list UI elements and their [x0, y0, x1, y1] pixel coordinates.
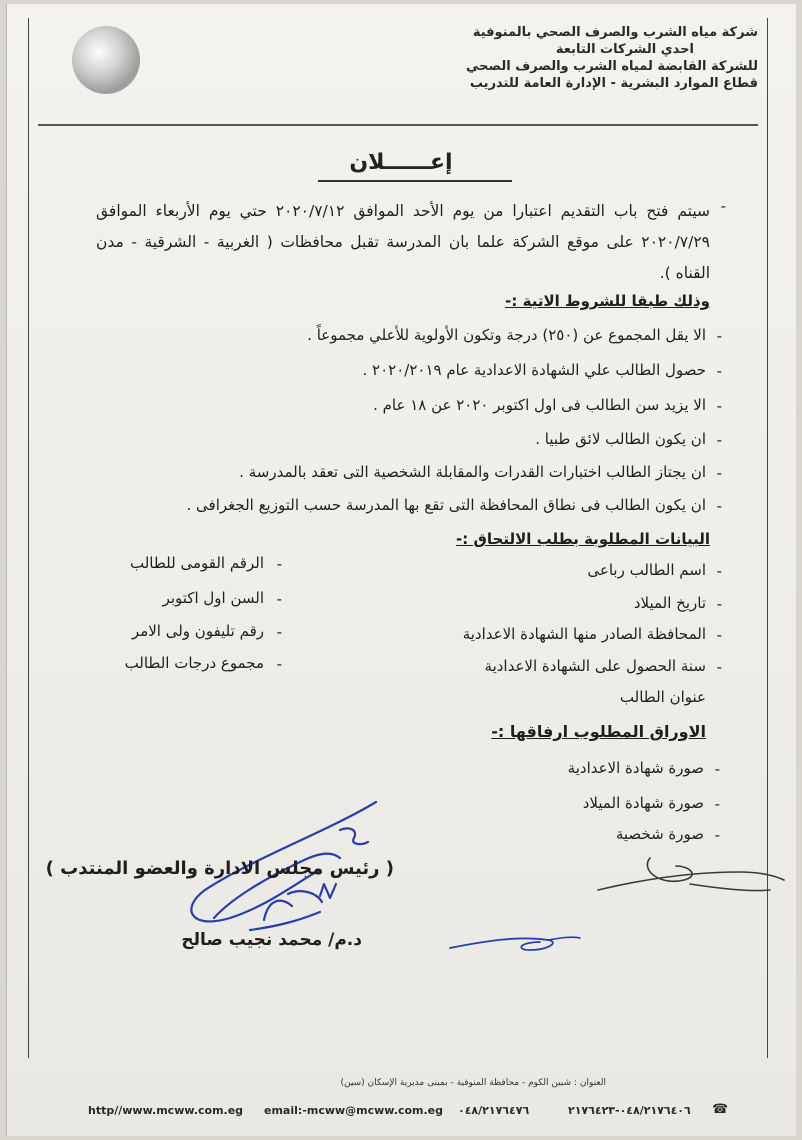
data-field: المحافظة الصادر منها الشهادة الاعدادية — [462, 625, 706, 643]
footer-fax: ٠٤٨/٢١٧٦٤٧٦ — [458, 1104, 530, 1117]
bullet-dash: - — [716, 626, 722, 644]
condition-item: ان يكون الطالب لائق طبيا . — [535, 430, 706, 448]
data-field: السن اول اكتوبر — [162, 589, 264, 607]
data-heading: البيانات المطلوبة بطلب الالتحاق :- — [456, 530, 710, 548]
bullet-dash: - — [716, 464, 722, 482]
condition-item: الا يزيد سن الطالب فى اول اكتوبر ٢٠٢٠ عن ١٨ عام . — [373, 396, 706, 414]
letterhead-line: احدي الشركات التابعة — [555, 42, 694, 57]
data-field: تاريخ الميلاد — [633, 594, 706, 612]
bullet-dash: - — [276, 590, 282, 608]
condition-item: ان يكون الطالب فى نطاق المحافظة التى تقع بها المدرسة حسب التوزيع الجغرافى . — [186, 496, 706, 514]
data-field: عنوان الطالب — [619, 688, 706, 706]
signatory-name: د.م/ محمد نجيب صالح — [181, 930, 362, 950]
paper-item: صورة شخصية — [615, 825, 704, 843]
footer-address: العنوان : شبين الكوم - محافظة المنوفية - بمبنى مديرية الإسكان (سين) — [340, 1078, 606, 1088]
bullet-dash: - — [714, 760, 720, 778]
phone-icon: ☎ — [712, 1102, 729, 1117]
letterhead-line: قطاع الموارد البشرية - الإدارة العامة للتدريب — [469, 76, 758, 91]
data-field: رقم تليفون ولى الامر — [131, 622, 264, 640]
data-field: اسم الطالب رباعى — [587, 561, 706, 579]
bullet-dash: - — [716, 658, 722, 676]
data-field: الرقم القومى للطالب — [129, 554, 264, 572]
condition-item: الا يقل المجموع عن (٢٥٠) درجة وتكون الأولوية للأعلي مجموعاً . — [307, 326, 706, 344]
conditions-heading: وذلك طبقا للشروط الاتية :- — [505, 292, 710, 310]
footer-website[interactable]: http//www.mcww.com.eg — [88, 1104, 244, 1117]
footer-phone: ٠٤٨/٢١٧٦٤٠٦-٢١٧٦٤٢٣ — [568, 1104, 691, 1117]
bullet-dash: - — [720, 197, 726, 215]
bullet-dash: - — [716, 497, 722, 515]
paper-item: صورة شهادة الاعدادية — [567, 759, 704, 777]
bullet-dash: - — [276, 655, 282, 673]
signatory-title: ( رئيس مجلس الادارة والعضو المنتدب ) — [45, 858, 394, 879]
letterhead-line: للشركة القابضة لمياه الشرب والصرف الصحي — [466, 59, 758, 74]
intro-paragraph: سيتم فتح باب التقديم اعتبارا من يوم الأحد الموافق ٢٠٢٠/٧/١٢ حتي يوم الأربعاء الموافق ٢٠٢٠/٧/٢٩ على موقع الشركة علما بان المدرسة تقبل محافظات ( الغربية - الشرقية - مدن القناه ). — [96, 202, 710, 282]
condition-item: ان يجتاز الطالب اختبارات القدرات والمقابلة الشخصية التى تعقد بالمدرسة . — [239, 463, 706, 481]
condition-item: حصول الطالب علي الشهادة الاعدادية عام ٢٠٢٠/٢٠١٩ . — [362, 361, 706, 379]
bullet-dash: - — [716, 362, 722, 380]
bullet-dash: - — [716, 562, 722, 580]
bullet-dash: - — [276, 555, 282, 573]
bullet-dash: - — [716, 431, 722, 449]
announcement-title: إعــــــلان — [349, 150, 453, 175]
footer-contact — [88, 1104, 728, 1120]
letterhead-line: شركة مياه الشرب والصرف الصحي بالمنوفية — [472, 25, 758, 40]
bullet-dash: - — [714, 795, 720, 813]
paper-item: صورة شهادة الميلاد — [582, 794, 704, 812]
data-field: سنة الحصول على الشهادة الاعدادية — [484, 657, 706, 675]
data-field: مجموع درجات الطالب — [124, 654, 264, 672]
footer-email[interactable]: email:-mcww@mcww.com.eg — [264, 1104, 443, 1117]
papers-heading: الاوراق المطلوب ارفاقها :- — [491, 722, 706, 741]
bullet-dash: - — [716, 327, 722, 345]
bullet-dash: - — [716, 397, 722, 415]
bullet-dash: - — [714, 826, 720, 844]
bullet-dash: - — [276, 623, 282, 641]
bullet-dash: - — [716, 595, 722, 613]
